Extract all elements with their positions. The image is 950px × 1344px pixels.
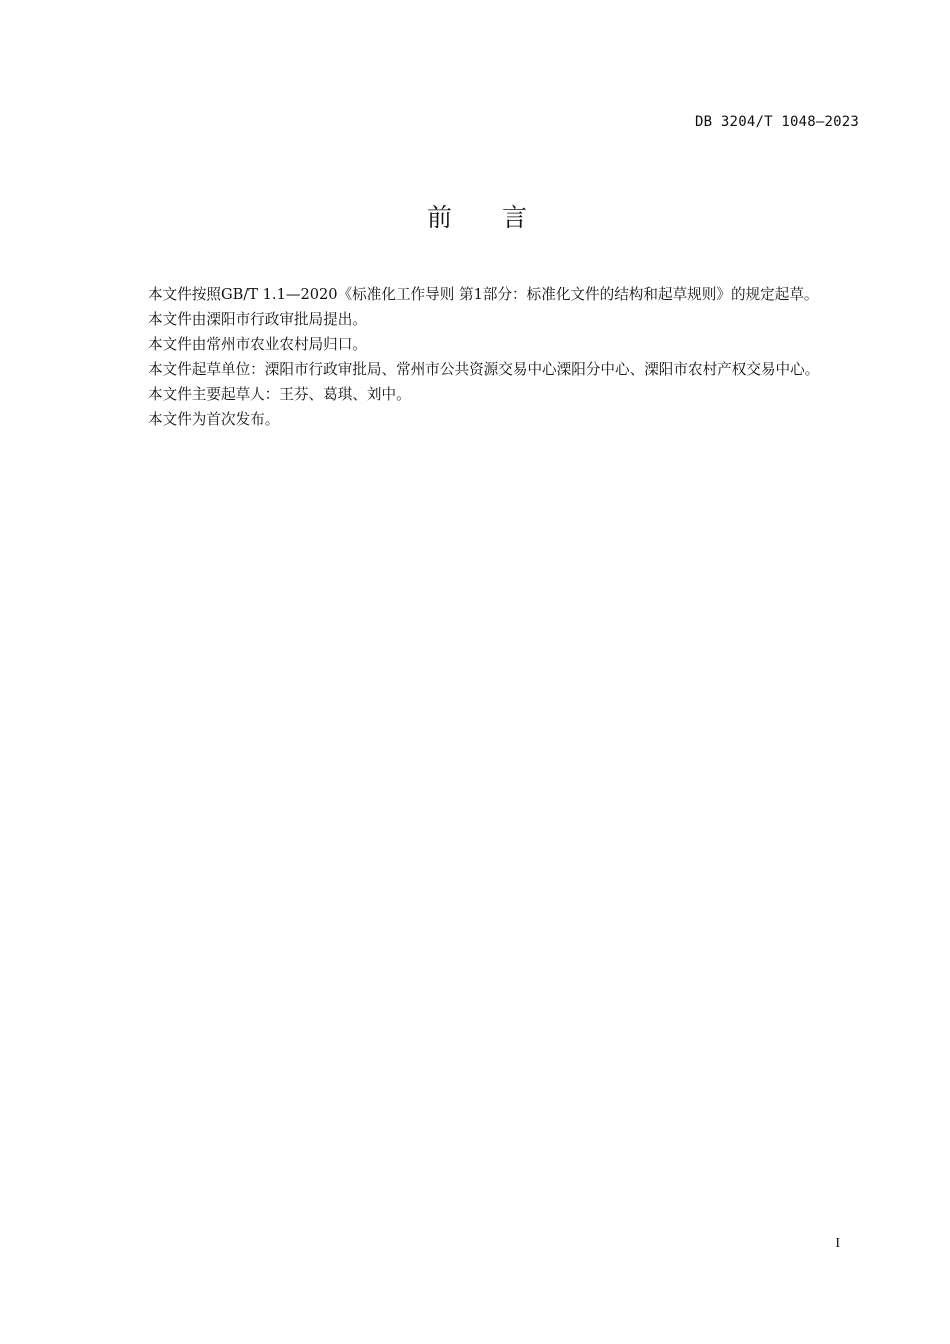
paragraph-drafting-basis: 本文件按照GB/T 1.1—2020《标准化工作导则 第1部分：标准化文件的结构和起草规则》的规定起草。 [148,286,819,303]
paragraph-drafters: 本文件主要起草人：王芬、葛琪、刘中。 [148,386,411,403]
paragraph-first-release: 本文件为首次发布。 [148,411,280,428]
document-header-code: DB 3204/T 1048—2023 [695,114,859,130]
paragraph-proposer: 本文件由溧阳市行政审批局提出。 [148,311,367,328]
paragraph-drafting-units: 本文件起草单位：溧阳市行政审批局、常州市公共资源交易中心溧阳分中心、溧阳市农村产权交易中心。 [148,361,820,378]
paragraph-administrator: 本文件由常州市农业农村局归口。 [148,336,367,353]
page-title: 前言 [426,203,577,232]
foreword-body [114,282,859,432]
page-number: I [835,1236,840,1251]
